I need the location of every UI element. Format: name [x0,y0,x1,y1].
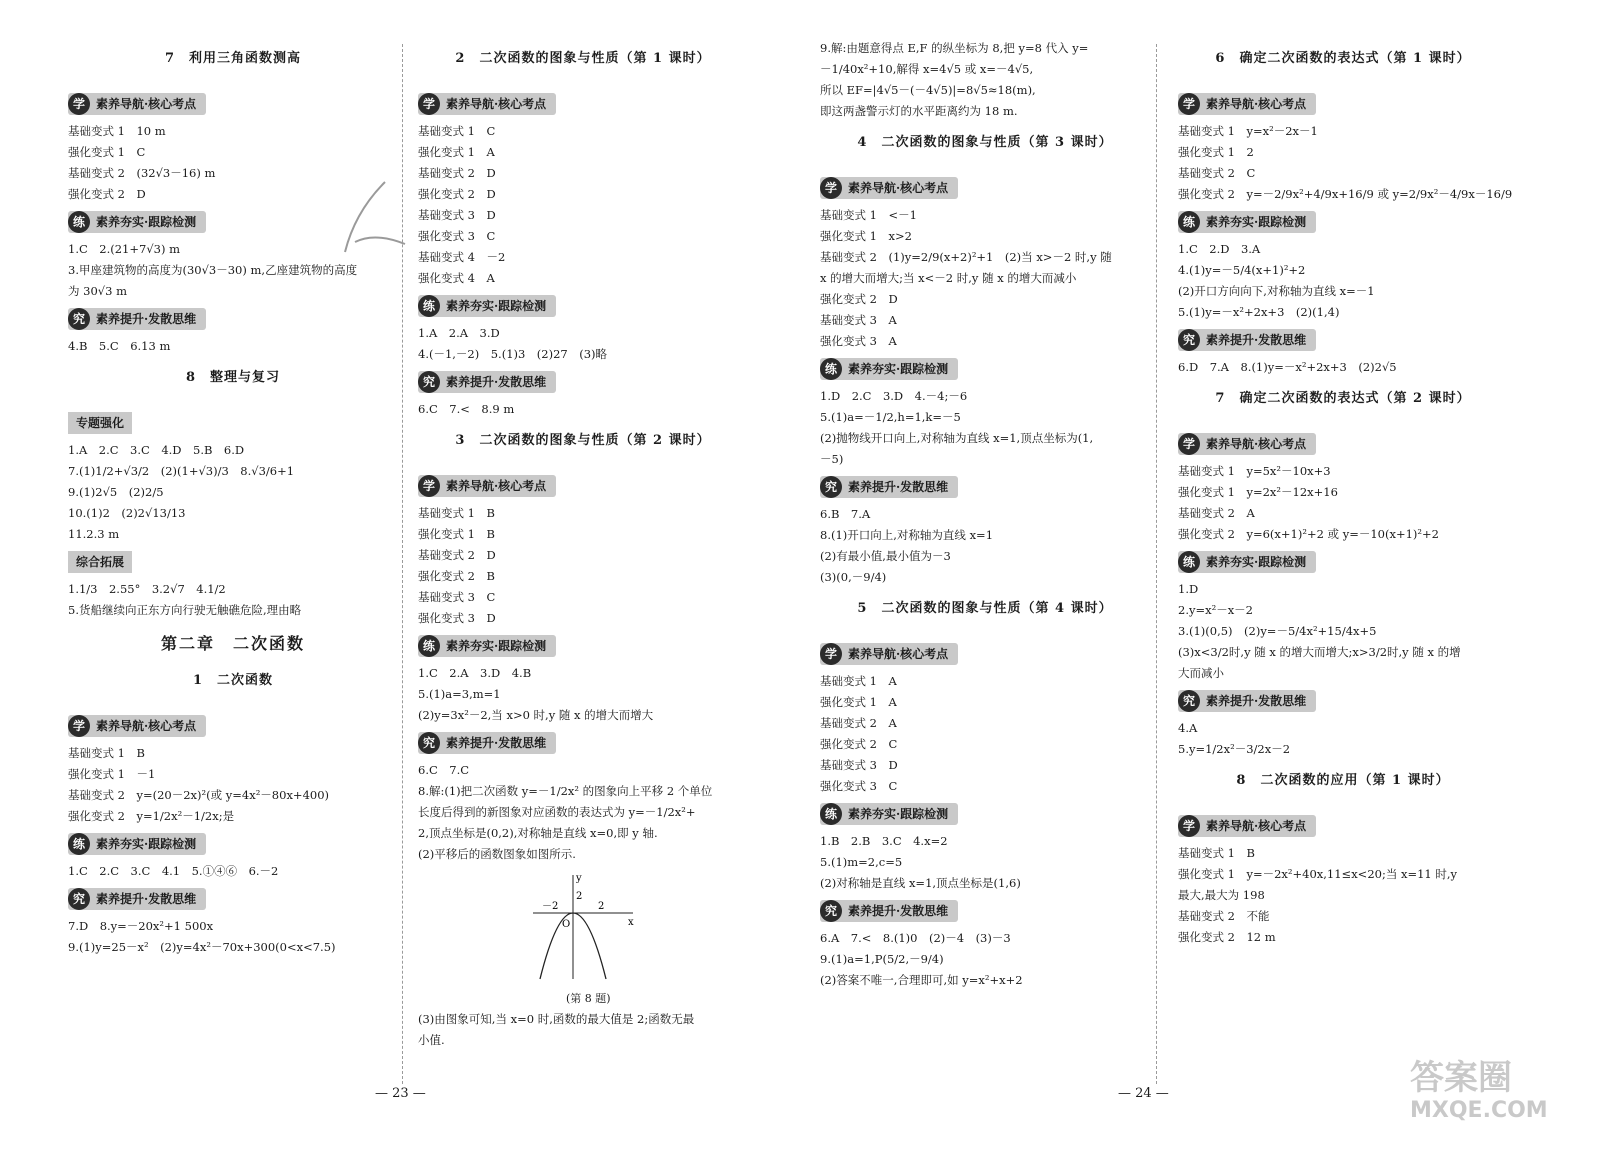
y-label: y [576,873,582,884]
badge-lian: 练 素养夯实·跟踪检测 [68,211,206,233]
answer-line: 基础变式 1 y=x²－2x－1 [1178,124,1318,138]
answer-line: x 的增大而增大;当 x<－2 时,y 随 x 的增大而减小 [820,271,1077,285]
jiu-icon: 究 [418,371,440,393]
jiu-icon: 究 [68,888,90,910]
watermark [1410,1058,1570,1138]
answer-line: 强化变式 2 B [418,569,495,583]
answer-line: 强化变式 2 D [418,187,496,201]
xue-icon: 学 [1178,93,1200,115]
answer-line: 强化变式 1 B [418,527,495,541]
section-title: 4 二次函数的图象与性质（第 3 课时） [857,135,1113,150]
answer-line: 强化变式 2 12 m [1178,930,1276,944]
answer-line: 1.C 2.(21+7√3) m [68,242,181,256]
answer-line: 1.A 2.A 3.D [418,326,500,340]
answer-line: 小值. [418,1033,445,1047]
answer-line: 强化变式 1 y=2x²－12x+16 [1178,485,1338,499]
answer-line: 强化变式 1 A [820,695,897,709]
answer-line: 1.C 2.D 3.A [1178,242,1261,256]
jiu-icon: 究 [418,732,440,754]
answer-line: －1/40x²+10,解得 x=4√5 或 x=－4√5, [820,62,1034,76]
badge-lian: 练 素养夯实·跟踪检测 [1178,211,1316,233]
origin-label: O [562,919,571,930]
answer-line: 强化变式 3 C [418,229,496,243]
parabola-figure [528,871,638,981]
tick-label: －2 [542,901,559,912]
answer-line: 7.D 8.y=－20x²+1 500x [68,919,214,933]
answer-line: 4.(－1,－2) 5.(1)3 (2)27 (3)略 [418,347,608,361]
answer-line: 基础变式 1 B [1178,846,1255,860]
answer-line: 基础变式 3 D [820,758,898,772]
lian-icon: 练 [1178,551,1200,573]
lian-icon: 练 [820,803,842,825]
figure-caption: (第 8 题) [566,992,611,1005]
badge-xue: 学 素养导航·核心考点 [1178,93,1316,115]
answer-line: 所以 EF=|4√5－(－4√5)|=8√5≈18(m), [820,83,1036,97]
badge-xue: 学 素养导航·核心考点 [68,715,206,737]
answer-line: 1.1/3 2.55° 3.2√7 4.1/2 [68,582,226,596]
xue-icon: 学 [1178,815,1200,837]
answer-line: 6.B 7.A [820,507,871,521]
answer-line: 强化变式 2 y=－2/9x²+4/9x+16/9 或 y=2/9x²－4/9x－16/9 [1178,187,1513,201]
answer-line: 强化变式 2 C [820,737,898,751]
answer-line: 基础变式 4 －2 [418,250,506,264]
chapter-title: 第二章 二次函数 [160,634,305,653]
answer-line: 强化变式 1 A [418,145,495,159]
badge-jiu: 究 素养提升·发散思维 [1178,690,1316,712]
jiu-icon: 究 [1178,690,1200,712]
answer-line: 强化变式 2 D [820,292,898,306]
answer-line: 5.(1)a=3,m=1 [418,687,501,701]
section-title: 8 二次函数的应用（第 1 课时） [1236,773,1450,788]
answer-line: 8.解:(1)把二次函数 y=－1/2x² 的图象向上平移 2 个单位 [418,784,713,798]
lian-icon: 练 [68,211,90,233]
lian-icon: 练 [418,295,440,317]
xue-icon: 学 [1178,433,1200,455]
answer-line: 2,顶点坐标是(0,2),对称轴是直线 x=0,即 y 轴. [418,826,658,840]
badge-zonghe: 综合拓展 [68,551,132,573]
badge-lian: 练 素养夯实·跟踪检测 [418,295,556,317]
answer-line: 即这两盏警示灯的水平距离约为 18 m. [820,104,1018,118]
lian-icon: 练 [1178,211,1200,233]
answer-line: 强化变式 2 y=6(x+1)²+2 或 y=－10(x+1)²+2 [1178,527,1439,541]
answer-line: 基础变式 2 A [1178,506,1255,520]
answer-line: 强化变式 1 x>2 [820,229,912,243]
answer-line: (2)y=3x²－2,当 x>0 时,y 随 x 的增大而增大 [418,708,654,722]
badge-xue: 学 素养导航·核心考点 [820,643,958,665]
xue-icon: 学 [820,177,842,199]
lian-icon: 练 [820,358,842,380]
badge-xue: 学 素养导航·核心考点 [1178,815,1316,837]
answer-line: 1.D [1178,582,1199,596]
section-title: 5 二次函数的图象与性质（第 4 课时） [857,601,1113,616]
x-label: x [628,917,634,928]
answer-line: 6.D 7.A 8.(1)y=－x²+2x+3 (2)2√5 [1178,360,1397,374]
answer-line: 基础变式 3 A [820,313,897,327]
badge-lian: 练 素养夯实·跟踪检测 [820,358,958,380]
jiu-icon: 究 [1178,329,1200,351]
page-number-left: — 23 — [375,1086,426,1101]
badge-lian: 练 素养夯实·跟踪检测 [68,833,206,855]
answer-line: 基础变式 1 C [418,124,496,138]
badge-lian: 练 素养夯实·跟踪检测 [820,803,958,825]
badge-xue: 学 素养导航·核心考点 [820,177,958,199]
answer-line: 基础变式 1 A [820,674,897,688]
section-title: 8 整理与复习 [185,370,281,385]
answer-line: 基础变式 2 (32√3－16) m [68,166,216,180]
answer-line: (3)x<3/2时,y 随 x 的增大而增大;x>3/2时,y 随 x 的增 [1178,645,1461,659]
jiu-icon: 究 [820,900,842,922]
answer-line: 3.甲座建筑物的高度为(30√3－30) m,乙座建筑物的高度 [68,263,358,277]
xue-icon: 学 [68,93,90,115]
answer-line: 1.B 2.B 3.C 4.x=2 [820,834,948,848]
answer-line: 最大,最大为 198 [1178,888,1265,902]
answer-line: (2)答案不唯一,合理即可,如 y=x²+x+2 [820,973,1023,987]
answer-line: 9.(1)2√5 (2)2/5 [68,485,164,499]
column-4 [1178,38,1513,948]
answer-line: 1.C 2.A 3.D 4.B [418,666,532,680]
section-title: 1 二次函数 [192,673,274,688]
badge-jiu: 究 素养提升·发散思维 [820,900,958,922]
answer-line: 5.(1)y=－x²+2x+3 (2)(1,4) [1178,305,1340,319]
answer-line: 2.y=x²－x－2 [1178,603,1254,617]
answer-line: 基础变式 2 D [418,166,496,180]
answer-line: 基础变式 1 10 m [68,124,166,138]
answer-line: 10.(1)2 (2)2√13/13 [68,506,186,520]
watermark-url: MXQE.COM [1410,1098,1548,1123]
answer-line: 基础变式 2 C [1178,166,1256,180]
column-1 [68,38,398,958]
answer-line: 5.货船继续向正东方向行驶无触礁危险,理由略 [68,603,302,617]
page-number-right: — 24 — [1118,1086,1169,1101]
badge-lian: 练 素养夯实·跟踪检测 [1178,551,1316,573]
answer-line: 强化变式 1 y=－2x²+40x,11≤x<20;当 x=11 时,y [1178,867,1458,881]
xue-icon: 学 [68,715,90,737]
answer-line: 基础变式 2 (1)y=2/9(x+2)²+1 (2)当 x>－2 时,y 随 [820,250,1112,264]
answer-line: 6.C 7.< 8.9 m [418,402,515,416]
answer-line: (2)平移后的函数图象如图所示. [418,847,576,861]
lian-icon: 练 [418,635,440,657]
answer-line: 4.A [1178,721,1198,735]
answer-line: 6.C 7.C [418,763,470,777]
answer-line: 9.解:由题意得点 E,F 的纵坐标为 8,把 y=8 代入 y= [820,41,1089,55]
answer-line: (3)由图象可知,当 x=0 时,函数的最大值是 2;函数无最 [418,1012,695,1026]
tick-label: 2 [576,891,583,902]
answer-line: 7.(1)1/2+√3/2 (2)(1+√3)/3 8.√3/6+1 [68,464,295,478]
answer-line: 强化变式 1 C [68,145,146,159]
badge-lian: 练 素养夯实·跟踪检测 [418,635,556,657]
answer-line: 5.y=1/2x²－3/2x－2 [1178,742,1291,756]
badge-jiu: 究 素养提升·发散思维 [820,476,958,498]
column-2 [418,38,748,1051]
answer-line: 4.(1)y=－5/4(x+1)²+2 [1178,263,1306,277]
column-divider [1156,44,1157,1084]
answer-line: 基础变式 1 <－1 [820,208,917,222]
badge-jiu: 究 素养提升·发散思维 [68,308,206,330]
badge-jiu: 究 素养提升·发散思维 [68,888,206,910]
badge-jiu: 究 素养提升·发散思维 [1178,329,1316,351]
answer-line: 基础变式 3 D [418,208,496,222]
badge-xue: 学 素养导航·核心考点 [418,93,556,115]
answer-line: 基础变式 2 A [820,716,897,730]
answer-line: 6.A 7.< 8.(1)0 (2)－4 (3)－3 [820,931,1011,945]
answer-line: 基础变式 2 y=(20－2x)²(或 y=4x²－80x+400) [68,788,330,802]
answer-line: (2)有最小值,最小值为－3 [820,549,951,563]
answer-line: 11.2.3 m [68,527,120,541]
answer-line: 5.(1)m=2,c=5 [820,855,903,869]
answer-line: 强化变式 4 A [418,271,495,285]
answer-line: 大而减小 [1178,666,1224,680]
answer-line: 强化变式 2 D [68,187,146,201]
answer-line: 基础变式 1 B [418,506,495,520]
badge-jiu: 究 素养提升·发散思维 [418,732,556,754]
answer-line: 9.(1)y=25－x² (2)y=4x²－70x+300(0<x<7.5) [68,940,336,954]
answer-line: 强化变式 1 2 [1178,145,1254,159]
lian-icon: 练 [68,833,90,855]
section-title: 2 二次函数的图象与性质（第 1 课时） [455,51,711,66]
answer-line: 基础变式 1 y=5x²－10x+3 [1178,464,1331,478]
answer-line: 基础变式 2 D [418,548,496,562]
answer-line: (2)抛物线开口向上,对称轴为直线 x=1,顶点坐标为(1, [820,431,1094,445]
badge-zhuanti: 专题强化 [68,412,132,434]
answer-line: 强化变式 3 D [418,611,496,625]
answer-line: 为 30√3 m [68,284,127,298]
section-title: 7 利用三角函数测高 [164,51,302,66]
answer-line: 基础变式 1 B [68,746,145,760]
badge-xue: 学 素养导航·核心考点 [68,93,206,115]
xue-icon: 学 [418,475,440,497]
answer-line: 4.B 5.C 6.13 m [68,339,171,353]
answer-line: －5) [820,452,844,466]
answer-line: 3.(1)(0,5) (2)y=－5/4x²+15/4x+5 [1178,624,1377,638]
answer-line: (2)对称轴是直线 x=1,顶点坐标是(1,6) [820,876,1021,890]
answer-line: 强化变式 3 C [820,779,898,793]
answer-line: 1.C 2.C 3.C 4.1 5.①④⑥ 6.－2 [68,864,279,878]
answer-line: 基础变式 3 C [418,590,496,604]
answer-line: 强化变式 2 y=1/2x²－1/2x;是 [68,809,235,823]
jiu-icon: 究 [820,476,842,498]
section-title: 3 二次函数的图象与性质（第 2 课时） [455,433,711,448]
answer-line: 强化变式 3 A [820,334,897,348]
badge-xue: 学 素养导航·核心考点 [1178,433,1316,455]
section-title: 6 确定二次函数的表达式（第 1 课时） [1215,51,1471,66]
badge-xue: 学 素养导航·核心考点 [418,475,556,497]
answer-line: 1.A 2.C 3.C 4.D 5.B 6.D [68,443,245,457]
xue-icon: 学 [820,643,842,665]
xue-icon: 学 [418,93,440,115]
answer-line: 强化变式 1 －1 [68,767,156,781]
answer-line: 8.(1)开口向上,对称轴为直线 x=1 [820,528,994,542]
answer-line: 长度后得到的新图象对应函数的表达式为 y=－1/2x²+ [418,805,696,819]
watermark-logo-text: 答案圈 [1410,1058,1512,1098]
tick-label: 2 [598,901,605,912]
answer-line: 5.(1)a=－1/2,h=1,k=－5 [820,410,961,424]
jiu-icon: 究 [68,308,90,330]
column-3 [820,38,1150,991]
badge-jiu: 究 素养提升·发散思维 [418,371,556,393]
section-title: 7 确定二次函数的表达式（第 2 课时） [1215,391,1471,406]
answer-line: 1.D 2.C 3.D 4.－4;－6 [820,389,968,403]
answer-line: (2)开口方向向下,对称轴为直线 x=－1 [1178,284,1375,298]
answer-line: (3)(0,－9/4) [820,570,887,584]
answer-line: 9.(1)a=1,P(5/2,－9/4) [820,952,944,966]
answer-line: 基础变式 2 不能 [1178,909,1270,923]
